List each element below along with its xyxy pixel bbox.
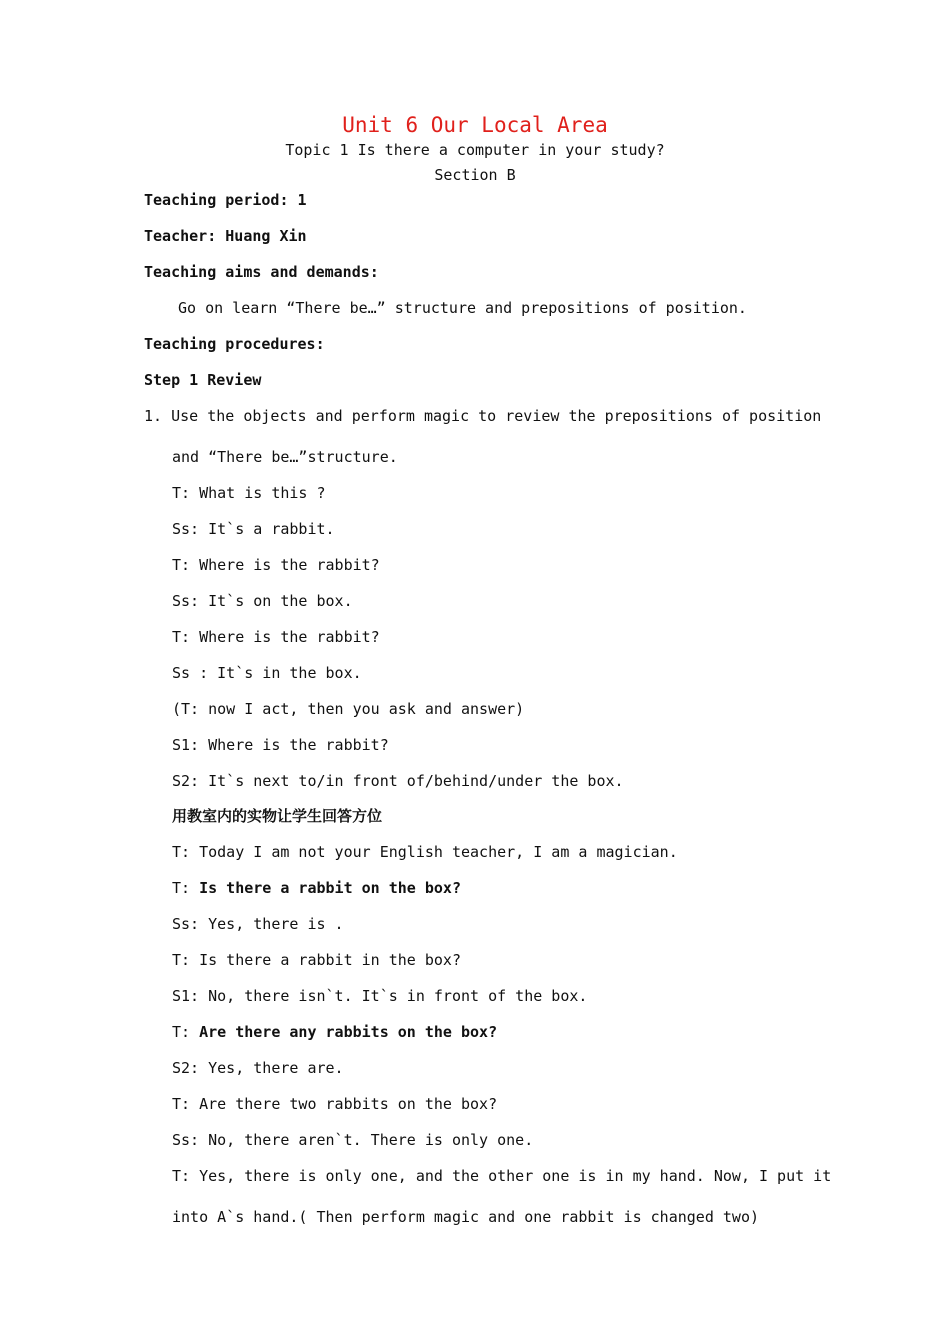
question-line: T: Are there two rabbits on the box? — [172, 1095, 498, 1113]
dialogue-line: T: What is this ? — [172, 484, 326, 502]
question-line — [172, 878, 461, 898]
bold-question: Are there any rabbits on the box? — [199, 1023, 498, 1041]
answer-line: S1: No, there isn`t. It`s in front of the box. — [172, 987, 588, 1005]
speaker-label: T: — [172, 879, 200, 897]
procedures-heading: Teaching procedures: — [144, 335, 325, 353]
speaker-label: T: — [172, 1023, 200, 1041]
dialogue-line: S2: It`s next to/in front of/behind/under the box. — [172, 772, 624, 790]
final-line-2: into A`s hand.( Then perform magic and one rabbit is changed two) — [172, 1208, 759, 1226]
dialogue-line: T: Where is the rabbit? — [172, 556, 380, 574]
section-heading: Section B — [434, 166, 516, 184]
aims-heading: Teaching aims and demands: — [144, 263, 379, 281]
dialogue-line: (T: now I act, then you ask and answer) — [172, 700, 525, 718]
magician-line: T: Today I am not your English teacher, I am a magician. — [172, 843, 678, 861]
dialogue-line: Ss : It`s in the box. — [172, 664, 362, 682]
question-line — [172, 1022, 497, 1042]
dialogue-line: Ss: It`s on the box. — [172, 592, 353, 610]
dialogue-line: Ss: It`s a rabbit. — [172, 520, 335, 538]
answer-line: Ss: No, there aren`t. There is only one. — [172, 1131, 534, 1149]
chinese-note: 用教室内的实物让学生回答方位 — [172, 807, 383, 825]
question-line: T: Is there a rabbit in the box? — [172, 951, 461, 969]
document-title: Unit 6 Our Local Area — [342, 113, 608, 137]
answer-line: S2: Yes, there are. — [172, 1059, 344, 1077]
teacher-name: Teacher: Huang Xin — [144, 227, 307, 245]
final-line-1: T: Yes, there is only one, and the other one is in my hand. Now, I put it — [172, 1167, 832, 1185]
topic-heading: Topic 1 Is there a computer in your study? — [285, 141, 665, 159]
aims-text: Go on learn “There be…” structure and prepositions of position. — [178, 299, 747, 317]
item1-line1: 1. Use the objects and perform magic to review the prepositions of position — [144, 407, 822, 425]
dialogue-line: S1: Where is the rabbit? — [172, 736, 389, 754]
answer-line: Ss: Yes, there is . — [172, 915, 344, 933]
teaching-period: Teaching period: 1 — [144, 191, 307, 209]
item1-line2: and “There be…”structure. — [172, 448, 398, 466]
dialogue-line: T: Where is the rabbit? — [172, 628, 380, 646]
step1-heading: Step 1 Review — [144, 371, 262, 389]
bold-question: Is there a rabbit on the box? — [199, 879, 461, 897]
